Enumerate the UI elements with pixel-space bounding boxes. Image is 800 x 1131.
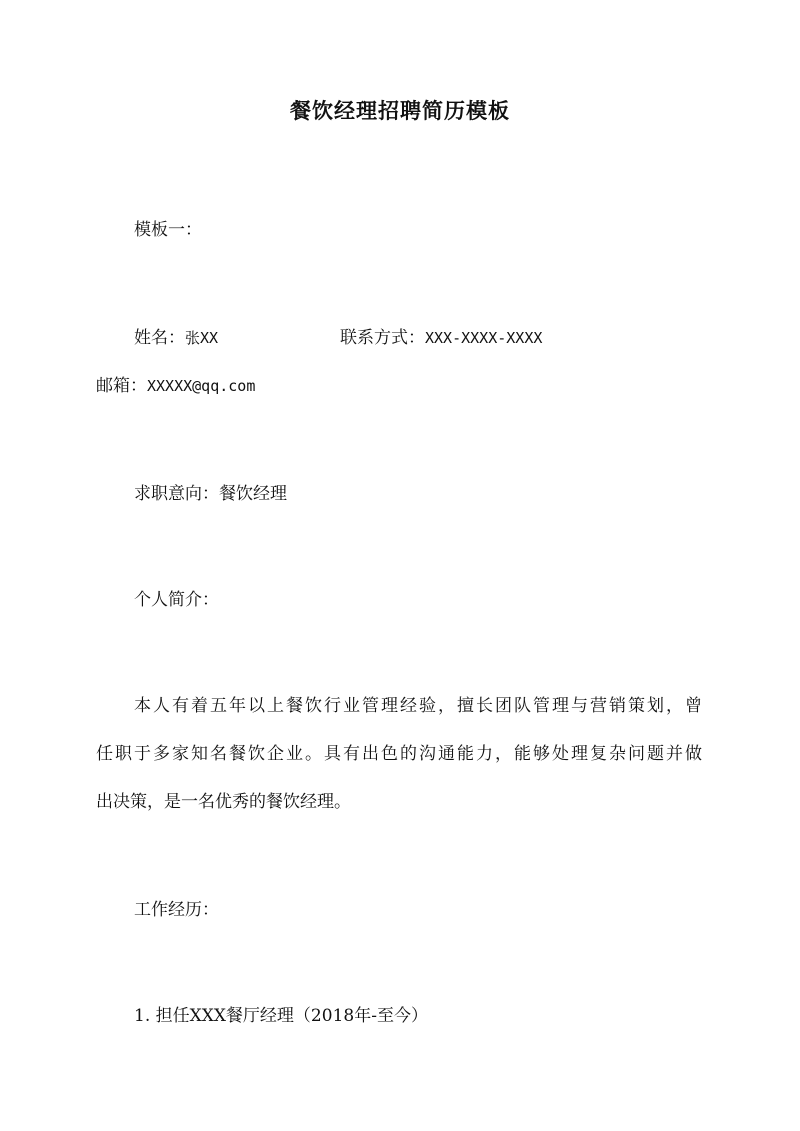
template-label: 模板一： [134,220,202,240]
email-value: XXXXX@qq.com [147,377,256,395]
intro-heading: 个人简介： [134,590,219,610]
contact-value: XXX-XXXX-XXXX [425,329,543,347]
email-label: 邮箱： [96,376,147,396]
work-item: 1. 担任XXX餐厅经理（2018年-至今） [134,1006,428,1026]
name-line [134,326,218,350]
intro-line-3: 出决策，是一名优秀的餐饮经理。 [96,792,351,812]
email-line [96,374,255,398]
intro-line-1: 本人有着五年以上餐饮行业管理经验，擅长团队管理与营销策划，曾 [134,696,702,716]
name-label: 姓名： [134,328,185,348]
name-value: 张XX [185,329,219,347]
document-title: 餐饮经理招聘简历模板 [290,98,510,123]
work-heading: 工作经历： [134,900,219,920]
contact-line [340,326,542,350]
job-target: 求职意向：餐饮经理 [134,484,287,504]
intro-line-2: 任职于多家知名餐饮企业。具有出色的沟通能力，能够处理复杂问题并做 [96,744,702,764]
contact-label: 联系方式： [340,328,425,348]
